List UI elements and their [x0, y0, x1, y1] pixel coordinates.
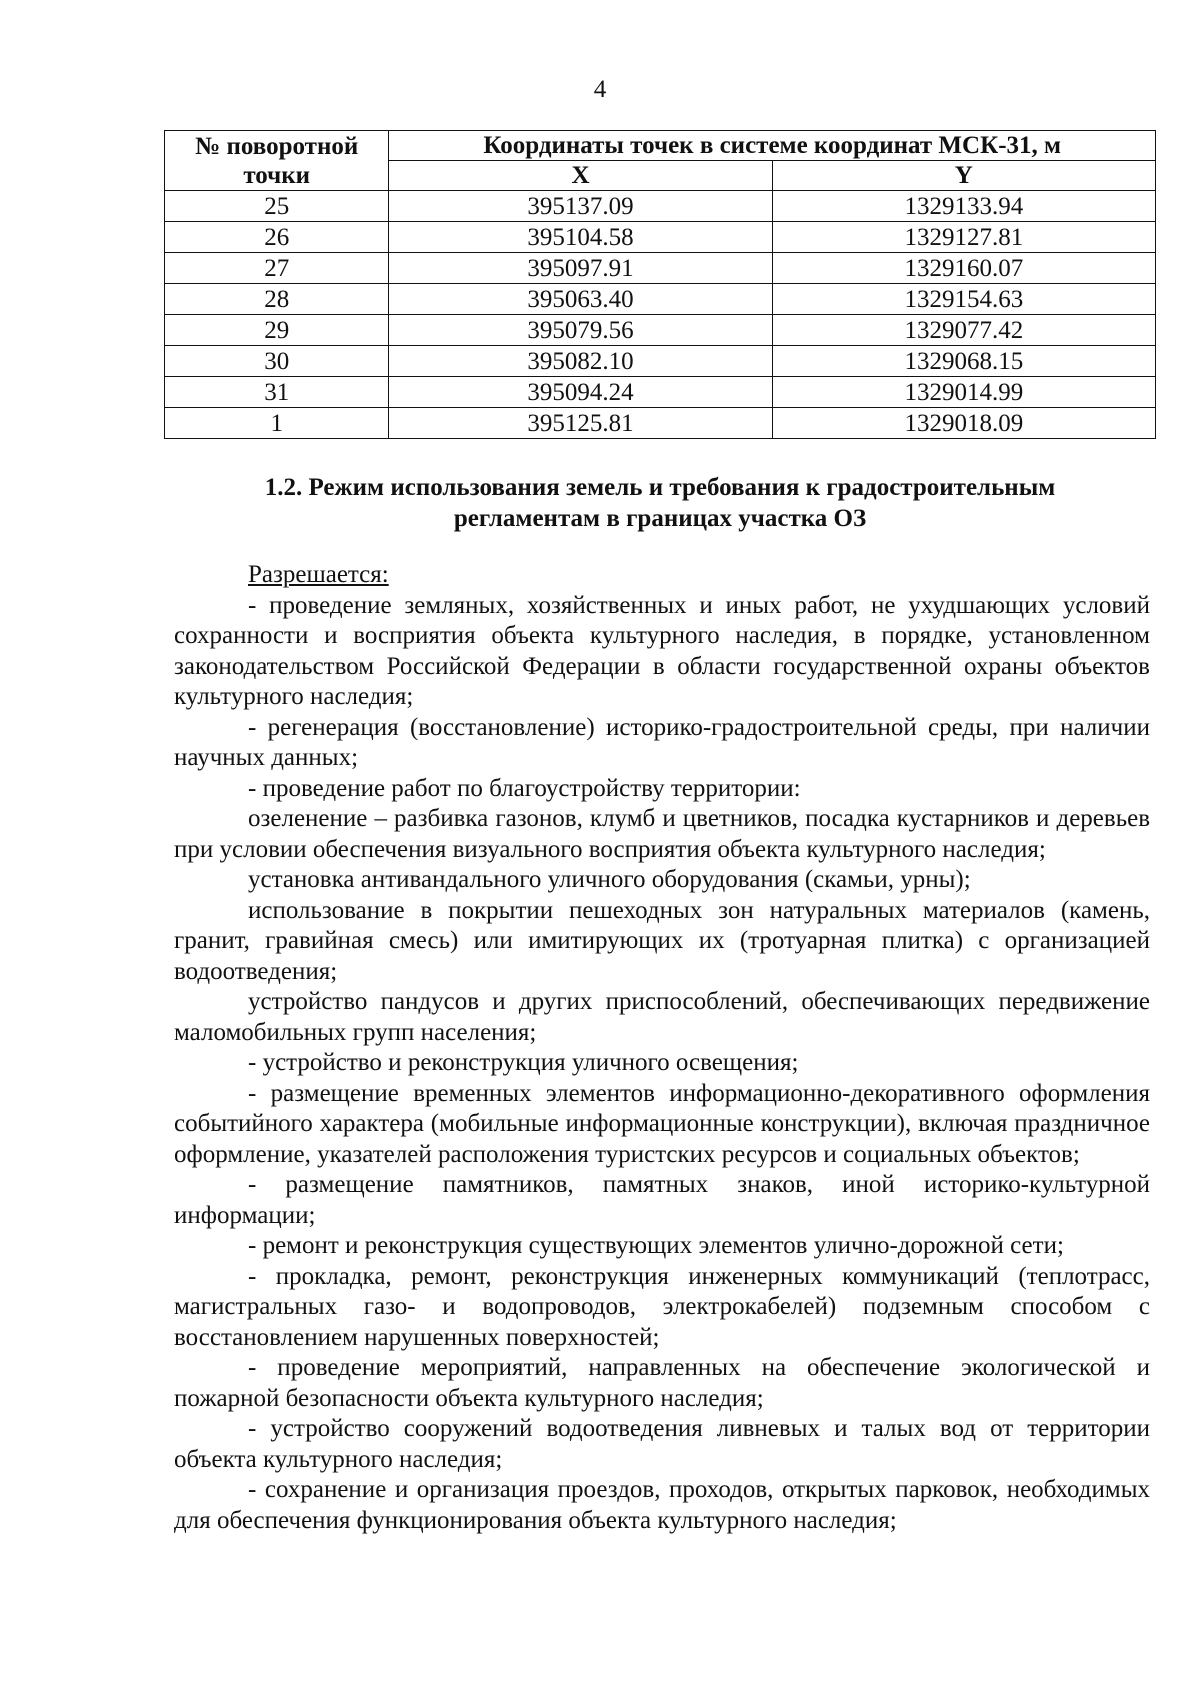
y-cell: 1329018.09: [772, 408, 1155, 439]
list-item: - проведение работ по благоустройству территории:: [248, 774, 801, 802]
y-header: Y: [772, 161, 1155, 191]
y-cell: 1329014.99: [772, 377, 1155, 408]
coordinates-header: Координаты точек в системе координат МСК-31, м: [389, 131, 1156, 161]
x-cell: 395079.56: [389, 315, 772, 346]
point-number-cell: 25: [165, 191, 389, 222]
y-cell: 1329077.42: [772, 315, 1155, 346]
point-number-cell: 30: [165, 346, 389, 377]
x-cell: 395094.24: [389, 377, 772, 408]
list-item: - ремонт и реконструкция существующих элементов улично-дорожной сети;: [248, 1232, 1064, 1259]
table-row: [165, 346, 1156, 377]
point-number-cell: 26: [165, 222, 389, 253]
x-cell: 395097.91: [389, 253, 772, 284]
page-number: 4: [593, 76, 607, 103]
list-item: использование в покрытии пешеходных зон натуральных материалов (камень, гранит, гравийная смесь) или имитирующих их (тротуарная плитка) с организацией водоотведения;: [174, 896, 1150, 985]
x-cell: 395063.40: [389, 284, 772, 315]
point-number-cell: 1: [165, 408, 389, 439]
x-cell: 395082.10: [389, 346, 772, 377]
point-number-header: № поворотной точки: [165, 131, 389, 191]
section-heading: [164, 472, 1156, 534]
table-row: [165, 222, 1156, 253]
list-item: - проведение мероприятий, направленных на обеспечение экологической и пожарной безопасности объекта культурного наследия;: [174, 1354, 1150, 1412]
table-row: [165, 315, 1156, 346]
list-item: озеленение – разбивка газонов, клумб и цветников, посадка кустарников и деревьев при условии обеспечения визуального восприятия объекта культурного наследия;: [174, 805, 1150, 863]
x-cell: 395125.81: [389, 408, 772, 439]
list-item: устройство пандусов и других приспособлений, обеспечивающих передвижение маломобильных групп населения;: [174, 988, 1150, 1046]
y-cell: 1329160.07: [772, 253, 1155, 284]
x-header: X: [389, 161, 772, 191]
list-item: - устройство сооружений водоотведения ливневых и талых вод от территории объекта культурного наследия;: [174, 1415, 1150, 1473]
coordinates-table: [164, 130, 1156, 439]
table-header-row: [165, 131, 1156, 161]
section-heading-line-2: регламентам в границах участка ОЗ: [453, 505, 867, 532]
table-row: [165, 408, 1156, 439]
point-number-cell: 28: [165, 284, 389, 315]
list-item: установка антивандального уличного оборудования (скамьи, урны);: [248, 866, 971, 893]
point-number-cell: 29: [165, 315, 389, 346]
y-cell: 1329133.94: [772, 191, 1155, 222]
point-number-cell: 31: [165, 377, 389, 408]
x-cell: 395104.58: [389, 222, 772, 253]
table-row: [165, 191, 1156, 222]
point-number-cell: 27: [165, 253, 389, 284]
x-cell: 395137.09: [389, 191, 772, 222]
y-cell: 1329154.63: [772, 284, 1155, 315]
list-item: - регенерация (восстановление) историко-градостроительной среды, при наличии научных данных;: [174, 713, 1150, 771]
list-item: - проведение земляных, хозяйственных и иных работ, не ухудшающих условий сохранности и восприятия объекта культурного наследия, в порядке, установленном законодательством Российской Федерации в области государственной охраны объектов культурного наследия;: [174, 591, 1150, 710]
y-cell: 1329127.81: [772, 222, 1155, 253]
table-row: [165, 284, 1156, 315]
list-item: - размещение памятников, памятных знаков, иной историко-культурной информации;: [174, 1171, 1150, 1229]
table-row: [165, 377, 1156, 408]
list-item: - размещение временных элементов информационно-декоративного оформления событийного характера (мобильные информационные конструкции), включая праздничное оформление, указателей расположения туристских ресурсов и социальных объектов;: [174, 1079, 1150, 1168]
list-item: - прокладка, ремонт, реконструкция инженерных коммуникаций (теплотрасс, магистральных газо- и водопроводов, электрокабелей) подземным способом с восстановлением нарушенных поверхностей;: [174, 1262, 1150, 1351]
allowed-intro: Разрешается:: [248, 561, 389, 588]
section-body: [174, 560, 1150, 1536]
table-row: [165, 253, 1156, 284]
list-item: - устройство и реконструкция уличного освещения;: [248, 1049, 799, 1076]
list-item: - сохранение и организация проездов, проходов, открытых парковок, необходимых для обеспечения функционирования объекта культурного наследия;: [174, 1476, 1150, 1534]
y-cell: 1329068.15: [772, 346, 1155, 377]
section-heading-line-1: 1.2. Режим использования земель и требования к градостроительным: [264, 474, 1056, 501]
